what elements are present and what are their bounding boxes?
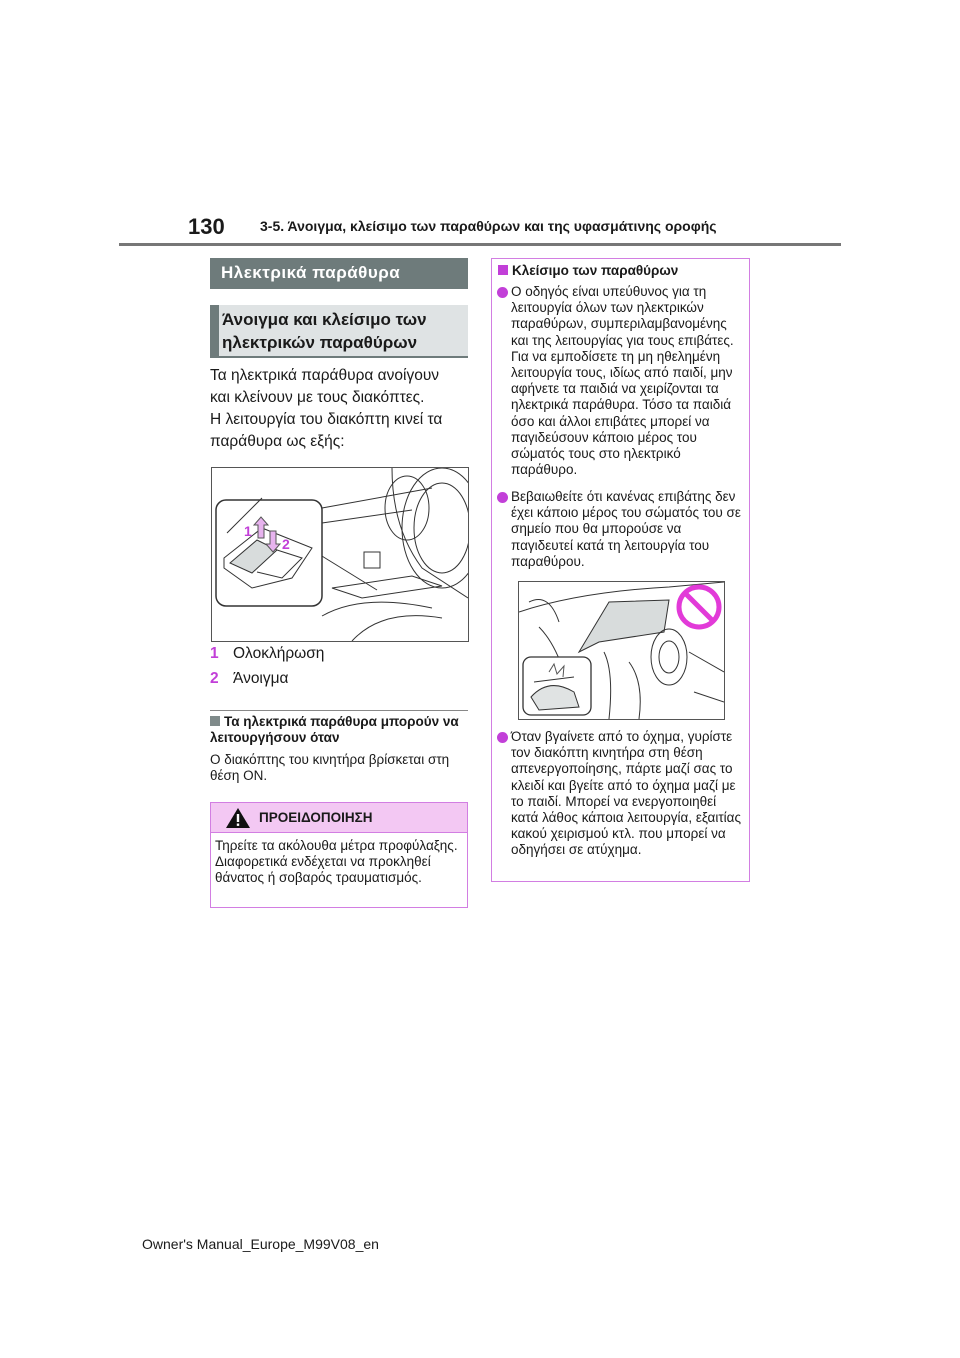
subsection-title: Άνοιγμα και κλείσιμο των ηλεκτρικών παραθύρων xyxy=(210,305,468,358)
operation-heading-text: Τα ηλεκτρικά παράθυρα μπορούν να λειτουργήσουν όταν xyxy=(210,714,459,745)
intro-line: Τα ηλεκτρικά παράθυρα ανοίγουν xyxy=(210,367,440,384)
warning-text: Τηρείτε τα ακόλουθα μέτρα προφύλαξης. Διαφορετικά ενδέχεται να προκληθεί θάνατος ή σοβαρός τραυματισμός. xyxy=(215,838,458,885)
intro-line: Η λειτουργία του διακόπτη κινεί τα xyxy=(210,411,443,428)
closing-heading-text: Κλείσιμο των παραθύρων xyxy=(512,263,679,278)
legend-number: 2 xyxy=(210,670,219,687)
warning-triangle-icon xyxy=(225,807,251,829)
divider xyxy=(210,710,468,711)
callout-1: 1 xyxy=(244,523,252,539)
operation-text: Ο διακόπτης του κινητήρα βρίσκεται στη θέση ON. xyxy=(210,752,450,783)
warning-title: ΠΡΟΕΙΔΟΠΟΙΗΣΗ xyxy=(259,810,373,825)
bullet-dot-icon xyxy=(497,732,508,743)
page-number: 130 xyxy=(188,214,225,239)
bullet-item xyxy=(497,729,745,859)
footer: Owner's Manual_Europe_M99V08_en xyxy=(142,1236,379,1252)
legend-item xyxy=(210,645,324,663)
bullet-text: Όταν βγαίνετε από το όχημα, γυρίστε τον διακόπτη κινητήρα στη θέση απενεργοποίησης, πάρτε μαζί σας το κλειδί και βγείτε από το όχημα μαζί με το παιδί. Μπορεί να ενεργοποιηθεί κατά λάθος κάποια λειτουργία, εξαιτίας κακού χειρισμού κτλ. που μπορεί να οδηγήσει σε ατύχημα. xyxy=(511,729,741,858)
intro-line: και κλείνουν με τους διακόπτες. xyxy=(210,389,425,406)
bullet-dot-icon xyxy=(497,492,508,503)
legend-item xyxy=(210,670,289,688)
square-bullet-icon xyxy=(210,716,220,726)
warning-box xyxy=(210,802,468,908)
legend-number: 1 xyxy=(210,645,219,662)
intro-line: παράθυρα ως εξής: xyxy=(210,433,345,450)
legend-label: Ολοκλήρωση xyxy=(233,645,325,662)
header-rule xyxy=(119,243,841,246)
window-switch-illustration xyxy=(211,467,469,642)
bullet-dot-icon xyxy=(497,287,508,298)
bullet-text: Ο οδηγός είναι υπεύθυνος για τη λειτουργία όλων των ηλεκτρικών παραθύρων, συμπεριλαμβανομένης και της λειτουργίας για τους επιβάτες. Για να εμποδίσετε τη μη ηθελημένη λειτουργία τους, ιδίως από παιδί, μην αφήνετε τα παιδιά να χειρίζονται τα ηλεκτρικά παράθυρα. Τόσο τα παιδιά όσο και άλλοι επιβάτες μπορεί να παγιδεύσουν κάποιο μέρος του σώματός τους στο ηλεκτρικό παράθυρο. xyxy=(511,284,734,478)
square-bullet-icon xyxy=(498,265,508,275)
closing-heading xyxy=(498,263,678,278)
operation-heading xyxy=(210,714,470,746)
running-header: 3-5. Άνοιγμα, κλείσιμο των παραθύρων και της υφασμάτινης οροφής xyxy=(260,218,717,234)
legend-label: Άνοιγμα xyxy=(233,670,289,687)
bullet-item xyxy=(497,284,745,478)
intro-text xyxy=(210,365,470,453)
bullet-text: Βεβαιωθείτε ότι κανένας επιβάτης δεν έχει κάποιο μέρος του σώματός του σε σημείο που θα μπορούσε να παγιδευτεί κατά τη λειτουργία του παραθύρου. xyxy=(511,489,741,569)
bullet-item xyxy=(497,489,745,570)
callout-2: 2 xyxy=(282,536,290,552)
closing-caution-box xyxy=(491,258,750,882)
warning-header xyxy=(211,803,467,833)
no-child-illustration xyxy=(518,581,725,720)
section-title: Ηλεκτρικά παράθυρα xyxy=(210,258,468,289)
